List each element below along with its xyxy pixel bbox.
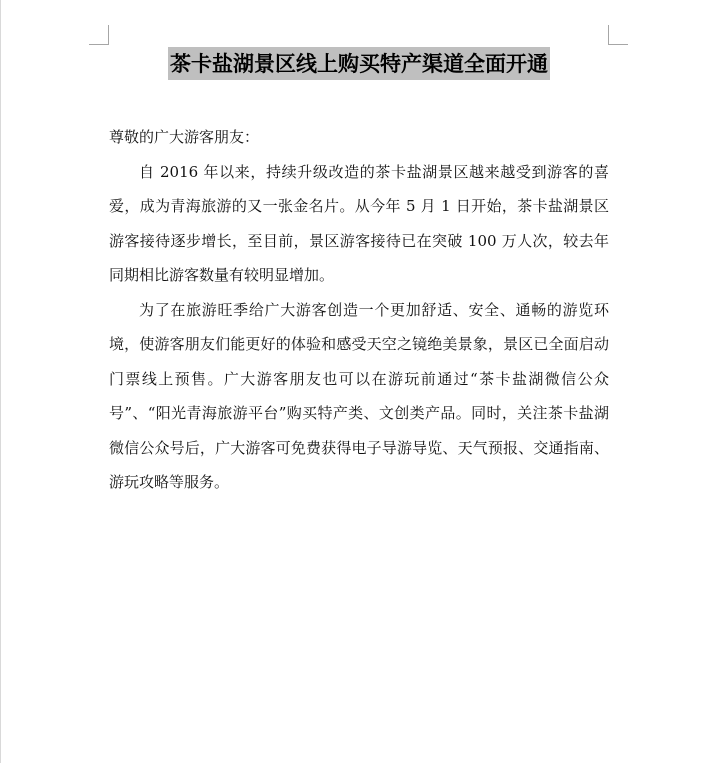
paragraph-2: 为了在旅游旺季给广大游客创造一个更加舒适、安全、通畅的游览环境，使游客朋友们能更好的体验和感受天空之镜绝美景象，景区已全面启动门票线上预售。广大游客朋友也可以在游玩前通过“茶卡盐湖微信公众号”、“阳光青海旅游平台”购买特产类、文创类产品。同时，关注茶卡盐湖微信公众号后，广大游客可免费获得电子导游导览、天气预报、交通指南、游玩攻略等服务。 [109,300,609,491]
greeting-line: 尊敬的广大游客朋友： [109,128,260,146]
document-body[interactable] [109,120,609,500]
crop-mark-top-right [608,25,628,45]
crop-mark-top-left [89,25,109,45]
document-title[interactable]: 茶卡盐湖景区线上购买特产渠道全面开通 [168,47,550,80]
paragraph-1: 自 2016 年以来，持续升级改造的茶卡盐湖景区越来越受到游客的喜爱，成为青海旅游的又一张金名片。从今年 5 月 1 日开始，茶卡盐湖景区游客接待逐步增长，至目前，景区游客接待已在突破 100 万人次，较去年同期相比游客数量有较明显增加。 [109,162,609,284]
title-container [1,47,709,80]
